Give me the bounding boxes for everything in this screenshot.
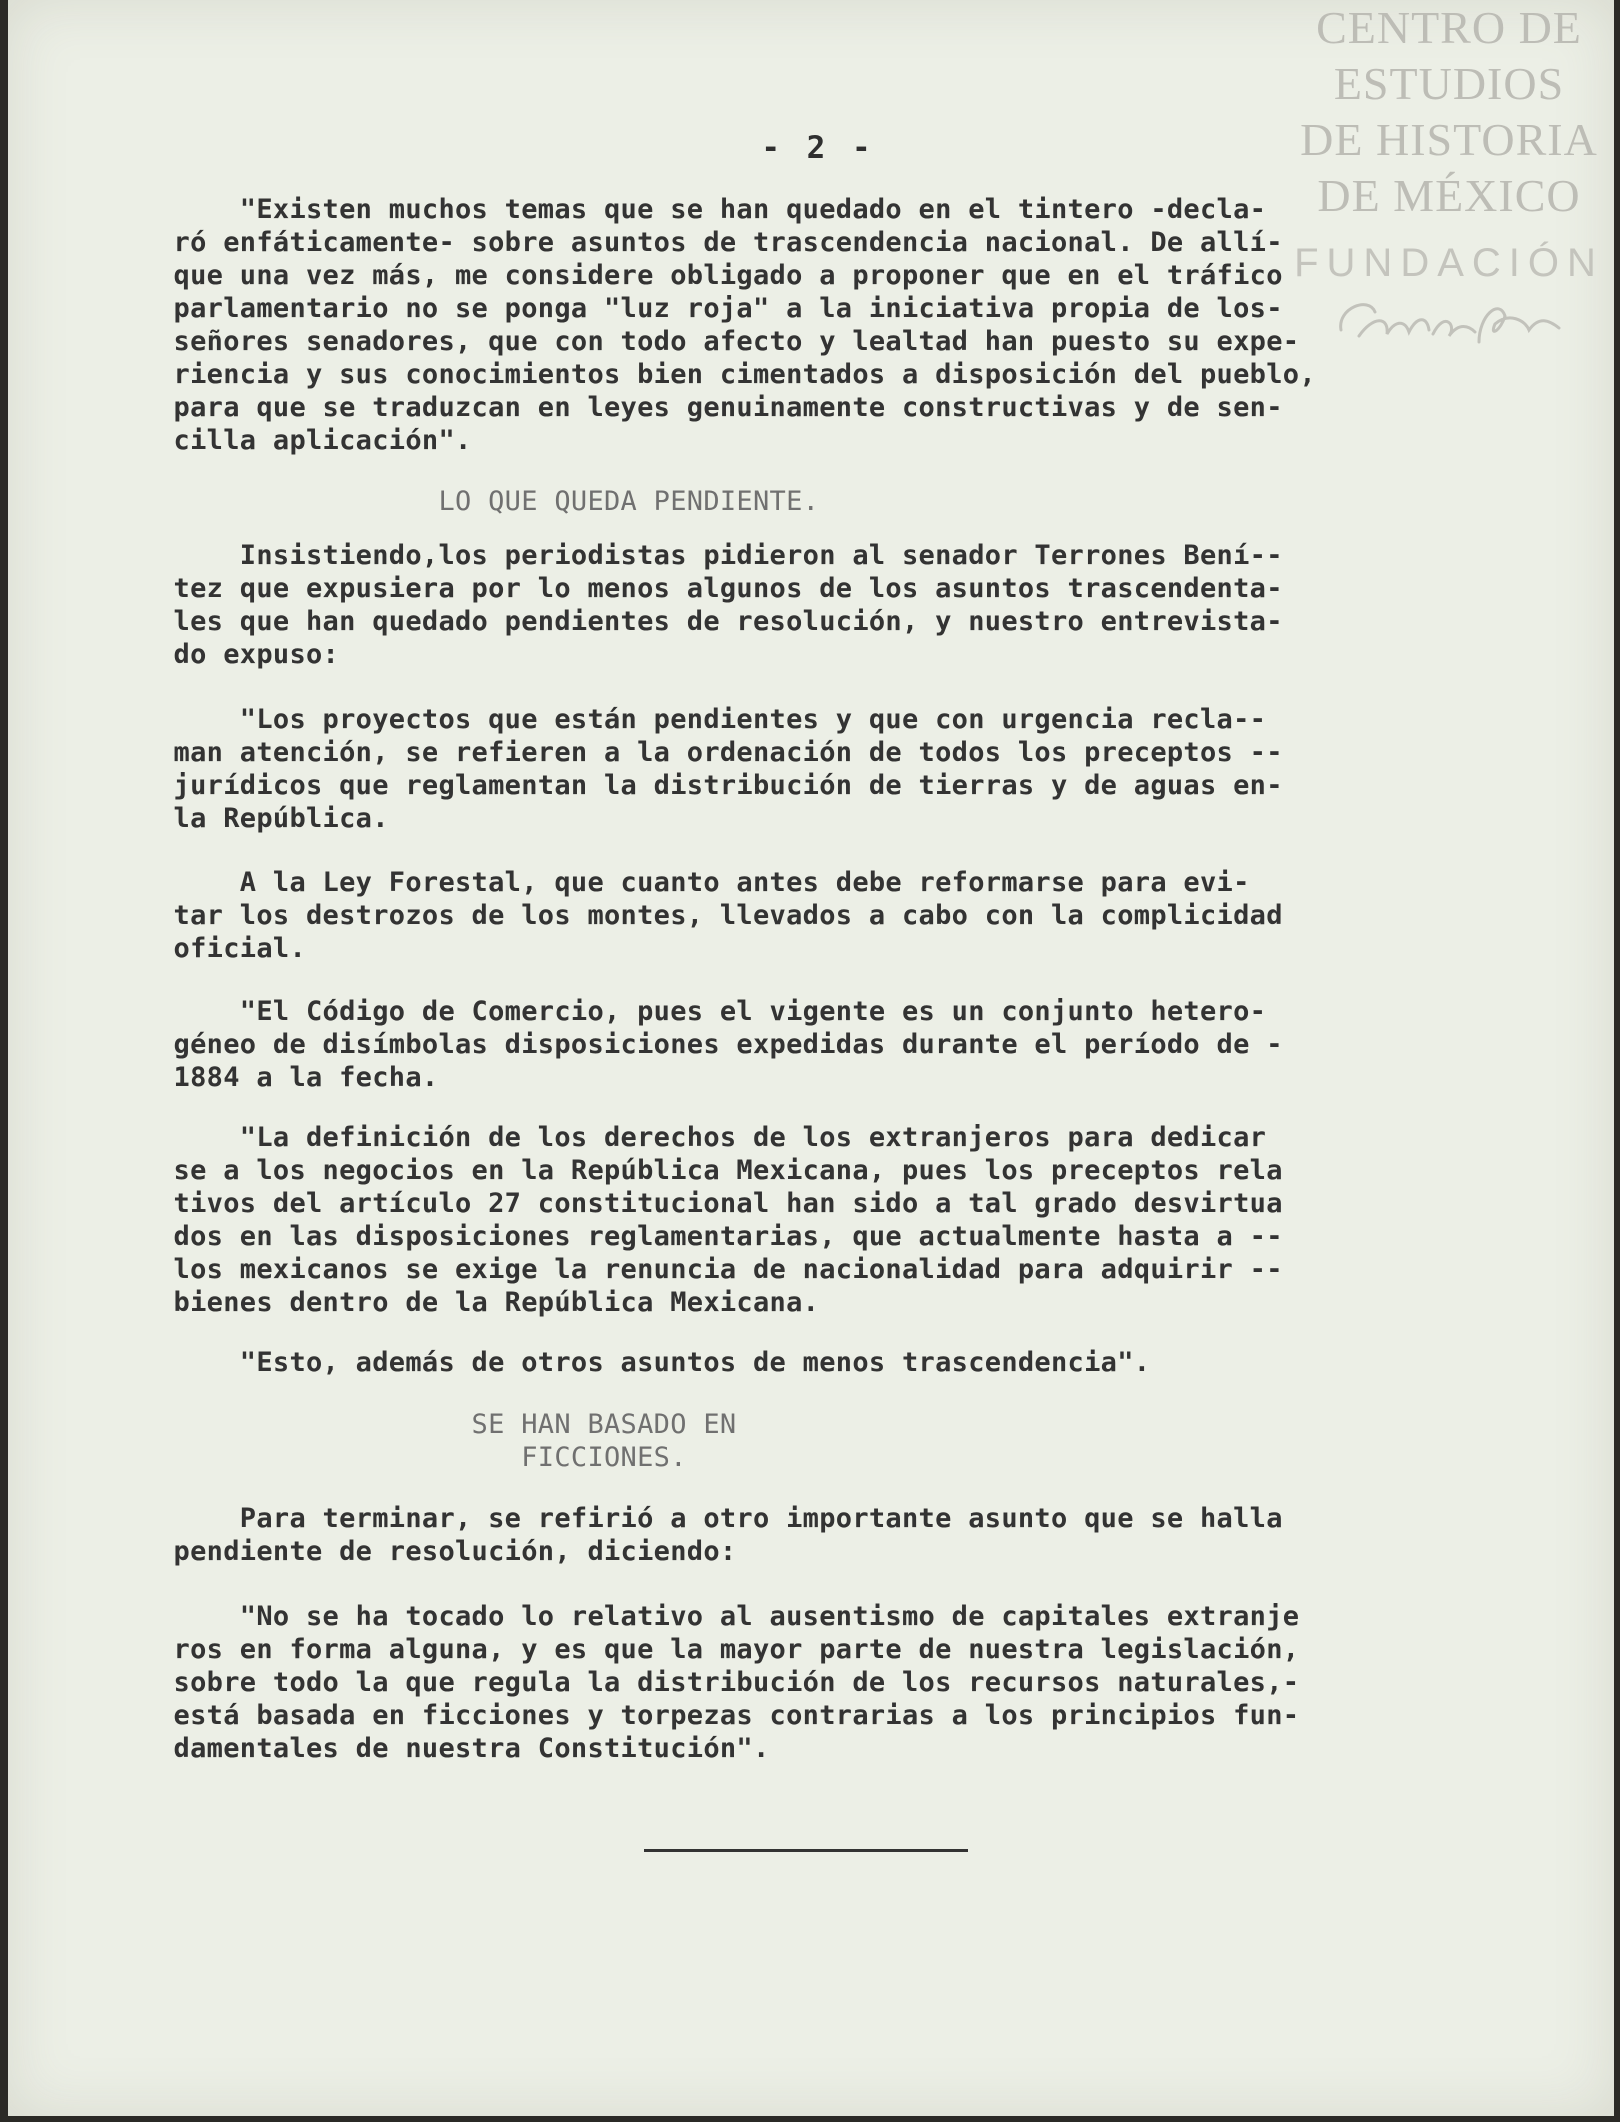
paragraph-proyectos: "Los proyectos que están pendientes y que con urgencia recla-- man atención, se refieren a la ordenación de todos los preceptos -- jurídicos que reglamentan la distribución de tierras y de aguas en- la República. <box>173 704 1283 834</box>
watermark-line: DE HISTORIA <box>1300 114 1598 165</box>
paragraph-tintero: "Existen muchos temas que se han quedado en el tintero -decla- ró enfáticamente- sobre asuntos de trascendencia nacional. De allí- que una vez más, me considere obligado a proponer que en el tráfico parlamentario no se ponga "luz roja" a la iniciativa propia de los- señores senadores, que con todo afecto y lealtad han puesto su expe- riencia y sus conocimientos bien cimentados a disposición del pueblo, para que se traduzcan en leyes genuinamente constructivas y de sen- cilla aplicación". <box>173 194 1316 456</box>
paragraph-insistiendo: Insistiendo,los periodistas pidieron al senador Terrones Bení-- tez que expusiera por lo menos algunos de los asuntos trascendenta- les que han quedado pendientes de resolución, y nuestro entrevista- do expuso: <box>173 540 1283 670</box>
watermark-line: DE MÉXICO <box>1317 170 1581 221</box>
paragraph-para-terminar: Para terminar, se refirió a otro importante asunto que se halla pendiente de resolución, diciendo: <box>173 1503 1283 1567</box>
watermark-foundation: FUNDACIÓN <box>1294 241 1604 285</box>
paragraph-codigo-comercio: "El Código de Comercio, pues el vigente es un conjunto hetero- géneo de disímbolas disposiciones expedidas durante el período de - 1884 a la fecha. <box>173 996 1283 1093</box>
paragraph-otros-asuntos: "Esto, además de otros asuntos de menos trascendencia". <box>8 1347 1151 1378</box>
section-heading-ficciones: SE HAN BASADO EN FICCIONES. <box>471 1409 737 1473</box>
closing-rule <box>644 1849 968 1852</box>
document-page <box>8 0 1614 2116</box>
page-number: - 2 - <box>761 130 875 166</box>
section-heading-pendiente: LO QUE QUEDA PENDIENTE. <box>8 486 820 517</box>
paragraph-ausentismo: "No se ha tocado lo relativo al ausentismo de capitales extranje ros en forma alguna, y es que la mayor parte de nuestra legislación, sobre todo la que regula la distribución de los recursos naturales,- está basada en ficciones y torpezas contrarias a los principios fun- damentales de nuestra Constitución". <box>173 1601 1300 1764</box>
watermark-line: CENTRO DE <box>1316 2 1582 53</box>
watermark-line: ESTUDIOS <box>1333 58 1565 109</box>
paragraph-extranjeros: "La definición de los derechos de los extranjeros para dedicar se a los negocios en la República Mexicana, pues los preceptos rela tivos del artículo 27 constitucional han sido a tal grado desvirtua dos en las disposiciones reglamentarias, que actualmente hasta a -- los mexicanos se exige la renuncia de nacionalidad para adquirir -- bienes dentro de la República Mexicana. <box>173 1122 1283 1318</box>
paragraph-ley-forestal: A la Ley Forestal, que cuanto antes debe reformarse para evi- tar los destrozos de los montes, llevados a cabo con la complicidad oficial. <box>173 867 1283 964</box>
